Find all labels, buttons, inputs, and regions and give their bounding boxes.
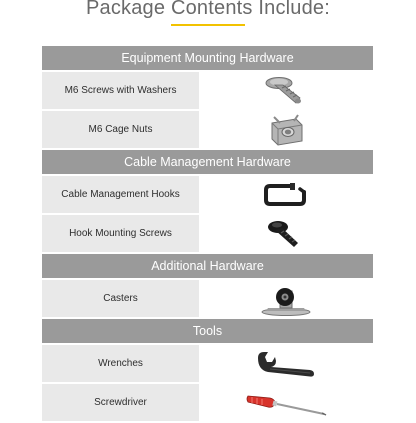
section-header-equipment-mounting: Equipment Mounting Hardware [42, 46, 373, 70]
item-label: M6 Screws with Washers [42, 72, 199, 109]
item-image-cell [199, 384, 373, 421]
section-header-tools: Tools [42, 319, 373, 343]
item-image-cell [199, 280, 373, 317]
section-header-additional-hardware: Additional Hardware [42, 254, 373, 278]
item-label: Casters [42, 280, 199, 317]
section-header-cable-management: Cable Management Hardware [42, 150, 373, 174]
table-row [42, 280, 373, 317]
wrench-icon [254, 350, 318, 378]
item-label: Cable Management Hooks [42, 176, 199, 213]
page-title: Package Contents Include: [85, 0, 331, 19]
hook-screw-icon [264, 217, 308, 251]
item-label: M6 Cage Nuts [42, 111, 199, 148]
table-row [42, 345, 373, 382]
item-image-cell [199, 215, 373, 252]
item-image-cell [199, 345, 373, 382]
title-underline [171, 24, 245, 26]
m6-screw-icon [262, 74, 310, 108]
cable-hook-icon [262, 180, 310, 210]
cage-nut-icon [266, 113, 306, 147]
table-row [42, 72, 373, 109]
item-image-cell [199, 72, 373, 109]
item-image-cell [199, 111, 373, 148]
item-label: Wrenches [42, 345, 199, 382]
item-label: Screwdriver [42, 384, 199, 421]
table-row [42, 215, 373, 252]
table-row [42, 176, 373, 213]
screwdriver-icon [244, 390, 328, 416]
item-image-cell [199, 176, 373, 213]
table-row [42, 111, 373, 148]
item-label: Hook Mounting Screws [42, 215, 199, 252]
caster-icon [258, 281, 314, 317]
contents-table [42, 46, 373, 423]
table-row [42, 384, 373, 421]
